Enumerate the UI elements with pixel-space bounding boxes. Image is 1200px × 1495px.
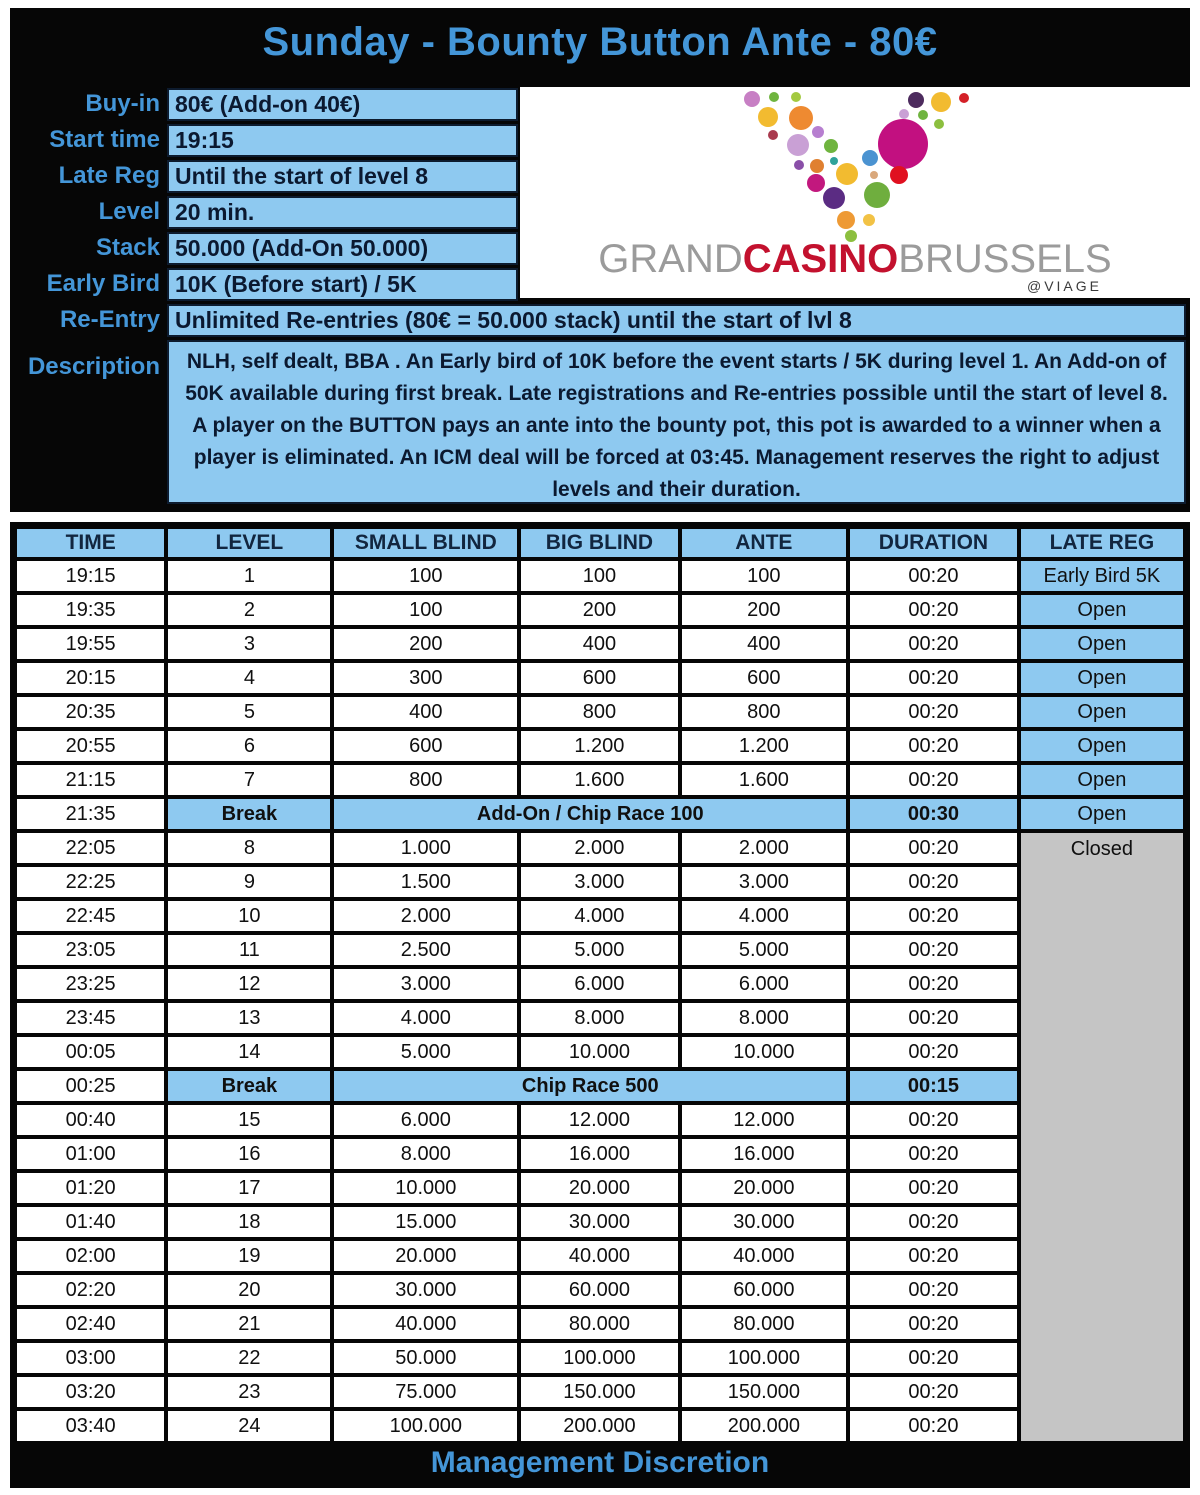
big-blind-cell: 100 [521, 561, 677, 591]
duration-cell: 00:20 [850, 969, 1017, 999]
big-blind-cell: 150.000 [521, 1377, 677, 1407]
level-row [17, 629, 1183, 659]
level-cell: 21 [168, 1309, 330, 1339]
tournament-info-panel [10, 8, 1190, 512]
small-blind-cell: 20.000 [334, 1241, 517, 1271]
time-cell: 23:25 [17, 969, 164, 999]
time-cell: 19:15 [17, 561, 164, 591]
time-cell: 00:05 [17, 1037, 164, 1067]
big-blind-cell: 100.000 [521, 1343, 677, 1373]
casino-logo [520, 87, 1190, 298]
break-row [17, 799, 1183, 829]
ante-cell: 10.000 [682, 1037, 846, 1067]
logo-tagline: @VIAGE [1026, 278, 1102, 294]
time-cell: 03:20 [17, 1377, 164, 1407]
big-blind-cell: 1.600 [521, 765, 677, 795]
column-header: LEVEL [168, 529, 330, 557]
late-reg-cell: Early Bird 5K [1021, 561, 1183, 591]
level-row [17, 561, 1183, 591]
schedule-head-row [17, 529, 1183, 557]
late-reg-closed-cell: Closed [1021, 833, 1183, 1441]
level-cell: 12 [168, 969, 330, 999]
big-blind-cell: 600 [521, 663, 677, 693]
big-blind-cell: 200.000 [521, 1411, 677, 1441]
column-header: LATE REG [1021, 529, 1183, 557]
duration-cell: 00:20 [850, 1207, 1017, 1237]
duration-cell: 00:20 [850, 1343, 1017, 1373]
small-blind-cell: 6.000 [334, 1105, 517, 1135]
ante-cell: 200.000 [682, 1411, 846, 1441]
ante-cell: 5.000 [682, 935, 846, 965]
break-label-cell: Break [168, 1071, 330, 1101]
small-blind-cell: 100 [334, 595, 517, 625]
small-blind-cell: 2.500 [334, 935, 517, 965]
start-time-label: Start time [49, 126, 160, 153]
level-cell: 17 [168, 1173, 330, 1203]
duration-cell: 00:20 [850, 1241, 1017, 1271]
level-row [17, 1003, 1183, 1033]
big-blind-cell: 12.000 [521, 1105, 677, 1135]
level-cell: 16 [168, 1139, 330, 1169]
level-value: 20 min. [167, 196, 518, 229]
late-reg-cell: Open [1021, 799, 1183, 829]
time-cell: 01:20 [17, 1173, 164, 1203]
column-header: TIME [17, 529, 164, 557]
big-blind-cell: 6.000 [521, 969, 677, 999]
level-cell: 11 [168, 935, 330, 965]
big-blind-cell: 8.000 [521, 1003, 677, 1033]
big-blind-cell: 3.000 [521, 867, 677, 897]
small-blind-cell: 1.500 [334, 867, 517, 897]
level-cell: 20 [168, 1275, 330, 1305]
level-cell: 6 [168, 731, 330, 761]
logo-word-casino: CASINO [742, 237, 899, 281]
time-cell: 23:05 [17, 935, 164, 965]
duration-cell: 00:20 [850, 1105, 1017, 1135]
duration-cell: 00:20 [850, 1037, 1017, 1067]
ante-cell: 20.000 [682, 1173, 846, 1203]
small-blind-cell: 15.000 [334, 1207, 517, 1237]
level-row [17, 1275, 1183, 1305]
small-blind-cell: 30.000 [334, 1275, 517, 1305]
level-cell: 1 [168, 561, 330, 591]
ante-cell: 800 [682, 697, 846, 727]
ante-cell: 80.000 [682, 1309, 846, 1339]
info-row-re-entry [10, 303, 1190, 339]
logo-word-grand: GRAND [598, 237, 743, 281]
time-cell: 03:40 [17, 1411, 164, 1441]
ante-cell: 2.000 [682, 833, 846, 863]
duration-cell: 00:20 [850, 1139, 1017, 1169]
duration-cell: 00:30 [850, 799, 1017, 829]
duration-cell: 00:20 [850, 1275, 1017, 1305]
time-cell: 02:00 [17, 1241, 164, 1271]
time-cell: 03:00 [17, 1343, 164, 1373]
time-cell: 21:15 [17, 765, 164, 795]
casino-logo-text [520, 237, 1190, 282]
small-blind-cell: 8.000 [334, 1139, 517, 1169]
duration-cell: 00:20 [850, 901, 1017, 931]
level-label: Level [98, 198, 160, 225]
duration-cell: 00:20 [850, 1003, 1017, 1033]
break-activity-cell: Chip Race 500 [334, 1071, 846, 1101]
big-blind-cell: 30.000 [521, 1207, 677, 1237]
big-blind-cell: 5.000 [521, 935, 677, 965]
level-cell: 7 [168, 765, 330, 795]
duration-cell: 00:20 [850, 595, 1017, 625]
column-header: BIG BLIND [521, 529, 677, 557]
logo-word-brussels: BRUSSELS [898, 237, 1112, 281]
level-row [17, 935, 1183, 965]
big-blind-cell: 40.000 [521, 1241, 677, 1271]
duration-cell: 00:20 [850, 629, 1017, 659]
ante-cell: 150.000 [682, 1377, 846, 1407]
level-row [17, 663, 1183, 693]
info-row-description [10, 339, 1190, 505]
level-row [17, 765, 1183, 795]
big-blind-cell: 1.200 [521, 731, 677, 761]
level-row [17, 1309, 1183, 1339]
duration-cell: 00:20 [850, 935, 1017, 965]
level-cell: 8 [168, 833, 330, 863]
duration-cell: 00:20 [850, 1411, 1017, 1441]
level-cell: 4 [168, 663, 330, 693]
ante-cell: 8.000 [682, 1003, 846, 1033]
time-cell: 19:35 [17, 595, 164, 625]
level-cell: 3 [168, 629, 330, 659]
level-cell: 22 [168, 1343, 330, 1373]
small-blind-cell: 400 [334, 697, 517, 727]
duration-cell: 00:20 [850, 1173, 1017, 1203]
time-cell: 02:20 [17, 1275, 164, 1305]
small-blind-cell: 2.000 [334, 901, 517, 931]
time-cell: 20:55 [17, 731, 164, 761]
duration-cell: 00:15 [850, 1071, 1017, 1101]
late-reg-cell: Open [1021, 765, 1183, 795]
duration-cell: 00:20 [850, 1309, 1017, 1339]
duration-cell: 00:20 [850, 765, 1017, 795]
level-row [17, 1411, 1183, 1441]
ante-cell: 6.000 [682, 969, 846, 999]
small-blind-cell: 40.000 [334, 1309, 517, 1339]
level-row [17, 595, 1183, 625]
time-cell: 01:00 [17, 1139, 164, 1169]
start-time-value: 19:15 [167, 124, 518, 157]
duration-cell: 00:20 [850, 867, 1017, 897]
ante-cell: 100 [682, 561, 846, 591]
small-blind-cell: 100.000 [334, 1411, 517, 1441]
big-blind-cell: 10.000 [521, 1037, 677, 1067]
time-cell: 22:45 [17, 901, 164, 931]
level-cell: 10 [168, 901, 330, 931]
level-row [17, 731, 1183, 761]
small-blind-cell: 600 [334, 731, 517, 761]
level-row [17, 697, 1183, 727]
level-row [17, 867, 1183, 897]
time-cell: 23:45 [17, 1003, 164, 1033]
ante-cell: 3.000 [682, 867, 846, 897]
big-blind-cell: 200 [521, 595, 677, 625]
ante-cell: 4.000 [682, 901, 846, 931]
break-row [17, 1071, 1183, 1101]
level-row [17, 1207, 1183, 1237]
small-blind-cell: 3.000 [334, 969, 517, 999]
stack-label: Stack [95, 234, 160, 261]
level-row [17, 1343, 1183, 1373]
column-header: SMALL BLIND [334, 529, 517, 557]
small-blind-cell: 10.000 [334, 1173, 517, 1203]
level-row [17, 833, 1183, 863]
late-reg-cell: Open [1021, 629, 1183, 659]
description-label: Description [27, 353, 160, 380]
late-reg-cell: Open [1021, 663, 1183, 693]
level-cell: 24 [168, 1411, 330, 1441]
level-cell: 15 [168, 1105, 330, 1135]
time-cell: 00:25 [17, 1071, 164, 1101]
ante-cell: 1.200 [682, 731, 846, 761]
big-blind-cell: 800 [521, 697, 677, 727]
small-blind-cell: 800 [334, 765, 517, 795]
big-blind-cell: 400 [521, 629, 677, 659]
ante-cell: 16.000 [682, 1139, 846, 1169]
small-blind-cell: 1.000 [334, 833, 517, 863]
level-row [17, 969, 1183, 999]
early-bird-value: 10K (Before start) / 5K [167, 268, 518, 301]
buyin-label: Buy-in [85, 90, 160, 117]
big-blind-cell: 80.000 [521, 1309, 677, 1339]
small-blind-cell: 50.000 [334, 1343, 517, 1373]
level-cell: 13 [168, 1003, 330, 1033]
late-reg-label: Late Reg [58, 162, 160, 189]
time-cell: 20:35 [17, 697, 164, 727]
time-cell: 19:55 [17, 629, 164, 659]
level-row [17, 1377, 1183, 1407]
ante-cell: 100.000 [682, 1343, 846, 1373]
ante-cell: 1.600 [682, 765, 846, 795]
ante-cell: 200 [682, 595, 846, 625]
blind-schedule-table [13, 525, 1187, 1445]
time-cell: 02:40 [17, 1309, 164, 1339]
time-cell: 21:35 [17, 799, 164, 829]
level-cell: 2 [168, 595, 330, 625]
duration-cell: 00:20 [850, 731, 1017, 761]
duration-cell: 00:20 [850, 663, 1017, 693]
level-cell: 18 [168, 1207, 330, 1237]
level-cell: 9 [168, 867, 330, 897]
time-cell: 20:15 [17, 663, 164, 693]
duration-cell: 00:20 [850, 1377, 1017, 1407]
description-value: NLH, self dealt, BBA . An Early bird of 10K before the event starts / 5K during level 1. An Add-on of 50K available during first break. Late registrations and Re-entries possible until the start of level 8. A player on the BUTTON pays an ante into the bounty pot, this pot is awarded to a winner when a player is eliminated. An ICM deal will be forced at 03:45. Management reserves the right to adjust levels and their duration. [167, 340, 1186, 504]
big-blind-cell: 60.000 [521, 1275, 677, 1305]
buyin-value: 80€ (Add-on 40€) [167, 88, 518, 121]
small-blind-cell: 5.000 [334, 1037, 517, 1067]
level-row [17, 901, 1183, 931]
time-cell: 22:25 [17, 867, 164, 897]
level-cell: 23 [168, 1377, 330, 1407]
big-blind-cell: 20.000 [521, 1173, 677, 1203]
level-row [17, 1173, 1183, 1203]
level-cell: 5 [168, 697, 330, 727]
time-cell: 01:40 [17, 1207, 164, 1237]
time-cell: 22:05 [17, 833, 164, 863]
late-reg-cell: Open [1021, 697, 1183, 727]
small-blind-cell: 300 [334, 663, 517, 693]
level-cell: 19 [168, 1241, 330, 1271]
duration-cell: 00:20 [850, 697, 1017, 727]
early-bird-label: Early Bird [46, 270, 160, 297]
small-blind-cell: 4.000 [334, 1003, 517, 1033]
duration-cell: 00:20 [850, 833, 1017, 863]
late-reg-value: Until the start of level 8 [167, 160, 518, 193]
page-title: Sunday - Bounty Button Ante - 80€ [262, 20, 938, 64]
column-header: ANTE [682, 529, 846, 557]
stack-value: 50.000 (Add-On 50.000) [167, 232, 518, 265]
re-entry-label: Re-Entry [59, 306, 160, 333]
column-header: DURATION [850, 529, 1017, 557]
break-activity-cell: Add-On / Chip Race 100 [334, 799, 846, 829]
duration-cell: 00:20 [850, 561, 1017, 591]
level-row [17, 1241, 1183, 1271]
big-blind-cell: 2.000 [521, 833, 677, 863]
ante-cell: 30.000 [682, 1207, 846, 1237]
schedule-body [17, 561, 1183, 1441]
footer-note: Management Discretion [430, 1446, 770, 1479]
blind-schedule-panel [10, 522, 1190, 1488]
level-row [17, 1105, 1183, 1135]
late-reg-cell: Open [1021, 595, 1183, 625]
re-entry-value: Unlimited Re-entries (80€ = 50.000 stack) until the start of lvl 8 [167, 304, 1186, 337]
big-blind-cell: 16.000 [521, 1139, 677, 1169]
ante-cell: 12.000 [682, 1105, 846, 1135]
ante-cell: 400 [682, 629, 846, 659]
late-reg-cell: Open [1021, 731, 1183, 761]
level-row [17, 1139, 1183, 1169]
time-cell: 00:40 [17, 1105, 164, 1135]
ante-cell: 60.000 [682, 1275, 846, 1305]
small-blind-cell: 75.000 [334, 1377, 517, 1407]
small-blind-cell: 200 [334, 629, 517, 659]
ante-cell: 600 [682, 663, 846, 693]
break-label-cell: Break [168, 799, 330, 829]
level-cell: 14 [168, 1037, 330, 1067]
level-row [17, 1037, 1183, 1067]
small-blind-cell: 100 [334, 561, 517, 591]
big-blind-cell: 4.000 [521, 901, 677, 931]
ante-cell: 40.000 [682, 1241, 846, 1271]
